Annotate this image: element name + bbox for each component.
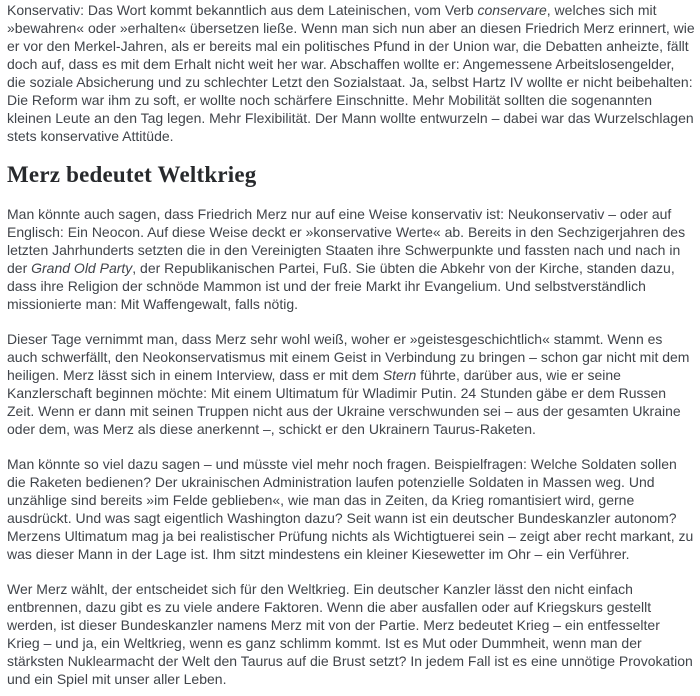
paragraph	[7, 205, 695, 313]
text-run-italic: conservare	[477, 2, 547, 18]
text-run: führte, darüber aus, wie er seine Kanzlerschaft beginnen möchte: Mit einem Ultimatum für Wladimir Putin. 24 Stunden gäbe er dem Russen Zeit. Wenn er dann mit seinen Truppen nicht aus der Ukraine verschwunden sei – aus der gesamten Ukraine oder dem, was Merz als diese anerkennt –, schickt er den Ukrainern Taurus-Raketen.	[7, 367, 681, 437]
text-run-italic: Grand Old Party	[31, 260, 133, 276]
section-heading: Merz bedeutet Weltkrieg	[7, 162, 257, 187]
text-run: Man könnte so viel dazu sagen – und müsste viel mehr noch fragen. Beispielfragen: Welche Soldaten sollen die Raketen bedienen? Der ukrainischen Administration laufen potenzielle Soldaten in Massen weg. Und unzählige sind bereits »im Felde geblieben«, wie man das in Zeiten, da Krieg romantisiert wird, gerne ausdrückt. Und was sagt eigentlich Washington dazu? Seit wann ist ein deutscher Bundeskanzler autonom? Merzens Ultimatum mag ja bei realistischer Prüfung nichts als Wichtigtuerei sein – zeigt aber recht markant, zu was dieser Mann in der Lage ist. Ihm sitzt mindestens ein kleiner Kiesewetter im Ohr – ein Verführer.	[7, 456, 694, 562]
paragraph	[7, 330, 695, 438]
paragraph	[7, 455, 695, 563]
text-run: Man könnte auch sagen, dass Friedrich Merz nur auf eine Weise konservativ ist: Neukonservativ – oder auf Englisch: Ein Neocon. Auf diese Weise deckt er »konservative Werte« ab. Bereits in den Sechzigerjahren des letzten Jahrhunderts setzten die in den Vereinigten Staaten ihre Schwerpunkte und fassten nach und nach in der	[7, 206, 686, 276]
text-run: Wer Merz wählt, der entscheidet sich für den Weltkrieg. Ein deutscher Kanzler lässt den nicht einfach entbrennen, dazu gibt es zu viele andere Faktoren. Wenn die aber ausfallen oder auf Kriegskurs gestellt werden, ist dieser Bundeskanzler namens Merz mit von der Partie. Merz bedeutet Krieg – ein entfesselter Krieg – und ja, ein Weltkrieg, wenn es ganz schlimm kommt. Ist es Mut oder Dummheit, wenn man der stärksten Nuklearmacht der Welt den Taurus auf die Brust setzt? In jedem Fall ist es eine unnötige Provokation und ein Spiel mit unser aller Leben.	[7, 581, 693, 687]
text-run: Dieser Tage vernimmt man, dass Merz sehr wohl weiß, woher er »geistesgeschichtlich« stammt. Wenn es auch schwerfällt, den Neokonservatismus mit einem Geist in Verbindung zu bringen – schon gar nicht mit dem heiligen. Merz lässt sich in einem Interview, dass er mit dem	[7, 331, 690, 383]
paragraph	[7, 580, 695, 688]
paragraph	[7, 1, 695, 145]
text-run-italic: Stern	[382, 367, 417, 383]
text-run: , welches sich mit »bewahren« oder »erhalten« übersetzen ließe. Wenn man sich nun aber an diesen Friedrich Merz erinnert, wie er vor den Merkel-Jahren, als er bereits mal ein politisches Pfund in der Union war, die Debatten anheizte, fällt doch auf, dass es mit dem Erhalt nicht weit her war. Abschaffen wollte er: Angemessene Arbeitslosengelder, die soziale Absicherung und zu schlechter Letzt den Sozialstaat. Ja, selbst Hartz IV wollte er nicht beibehalten: Die Reform war ihm zu soft, er wollte noch schärfere Einschnitte. Mehr Mobilität sollten die sogenannten kleinen Leute an den Tag legen. Mehr Flexibilität. Der Mann wollte entwurzeln – dabei war das Wurzelschlagen stets konservative Attitüde.	[7, 2, 695, 144]
text-run: Konservativ: Das Wort kommt bekanntlich aus dem Lateinischen, vom Verb	[7, 2, 478, 18]
text-run: , der Republikanischen Partei, Fuß. Sie übten die Abkehr von der Kirche, standen dazu, dass ihre Religion der schnöde Mammon ist und der freie Markt ihr Evangelium. Und selbstverständlich missionierte man: Mit Waffengewalt, falls nötig.	[7, 260, 675, 312]
